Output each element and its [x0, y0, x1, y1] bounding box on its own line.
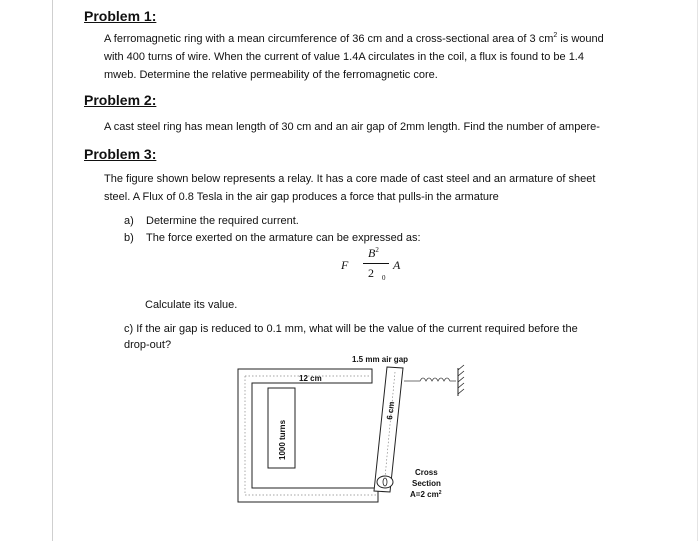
- arm-length-label: 6 cm: [385, 401, 397, 421]
- item-c: c) If the air gap is reduced to 0.1 mm, what will be the value of the current required before the drop-out?: [124, 323, 578, 351]
- cross-section-label-2: Section: [412, 479, 441, 488]
- spring: [404, 378, 456, 381]
- cross-section-label-3: A=2 $cm^2$: [410, 490, 442, 499]
- calc-text: Calculate its value.: [145, 299, 238, 311]
- problem-2-text: A cast steel ring has mean length of 30 cm and an air gap of 2mm length. Find the number of ampere-: [104, 121, 600, 133]
- armature: [374, 367, 403, 492]
- mean-path: [245, 376, 378, 495]
- item-b: b) The force exerted on the armature can be expressed as:: [124, 232, 421, 244]
- item-a: a) Determine the required current.: [124, 215, 299, 227]
- problem-1-heading: Problem 1:: [84, 8, 157, 24]
- problem-3-text: The figure shown below represents a relay. It has a core made of cast steel and an armature of sheet steel. A Flux of 0.8 Tesla in the air gap produces a force that pulls-in the armature: [104, 173, 596, 203]
- length-label: 12 cm: [299, 374, 322, 383]
- air-gap-label: 1.5 mm air gap: [352, 355, 409, 364]
- cross-section-label-1: Cross: [415, 468, 438, 477]
- turns-label: 1000 turns: [278, 419, 287, 460]
- problem-3-heading: Problem 3:: [84, 146, 157, 162]
- problem-1-text: A ferromagnetic ring with a mean circumference of 36 cm and a cross-sectional area of 3 $cm^2$ is wound with 400 turns of wire. When the current of value 1.4A circulates in the coil, a flux is found to be 1.4 mweb. Determine the relative permeability of the ferromagnetic core.: [104, 32, 604, 81]
- relay-core-outline: [238, 369, 378, 502]
- problem-2-heading: Problem 2:: [84, 92, 157, 108]
